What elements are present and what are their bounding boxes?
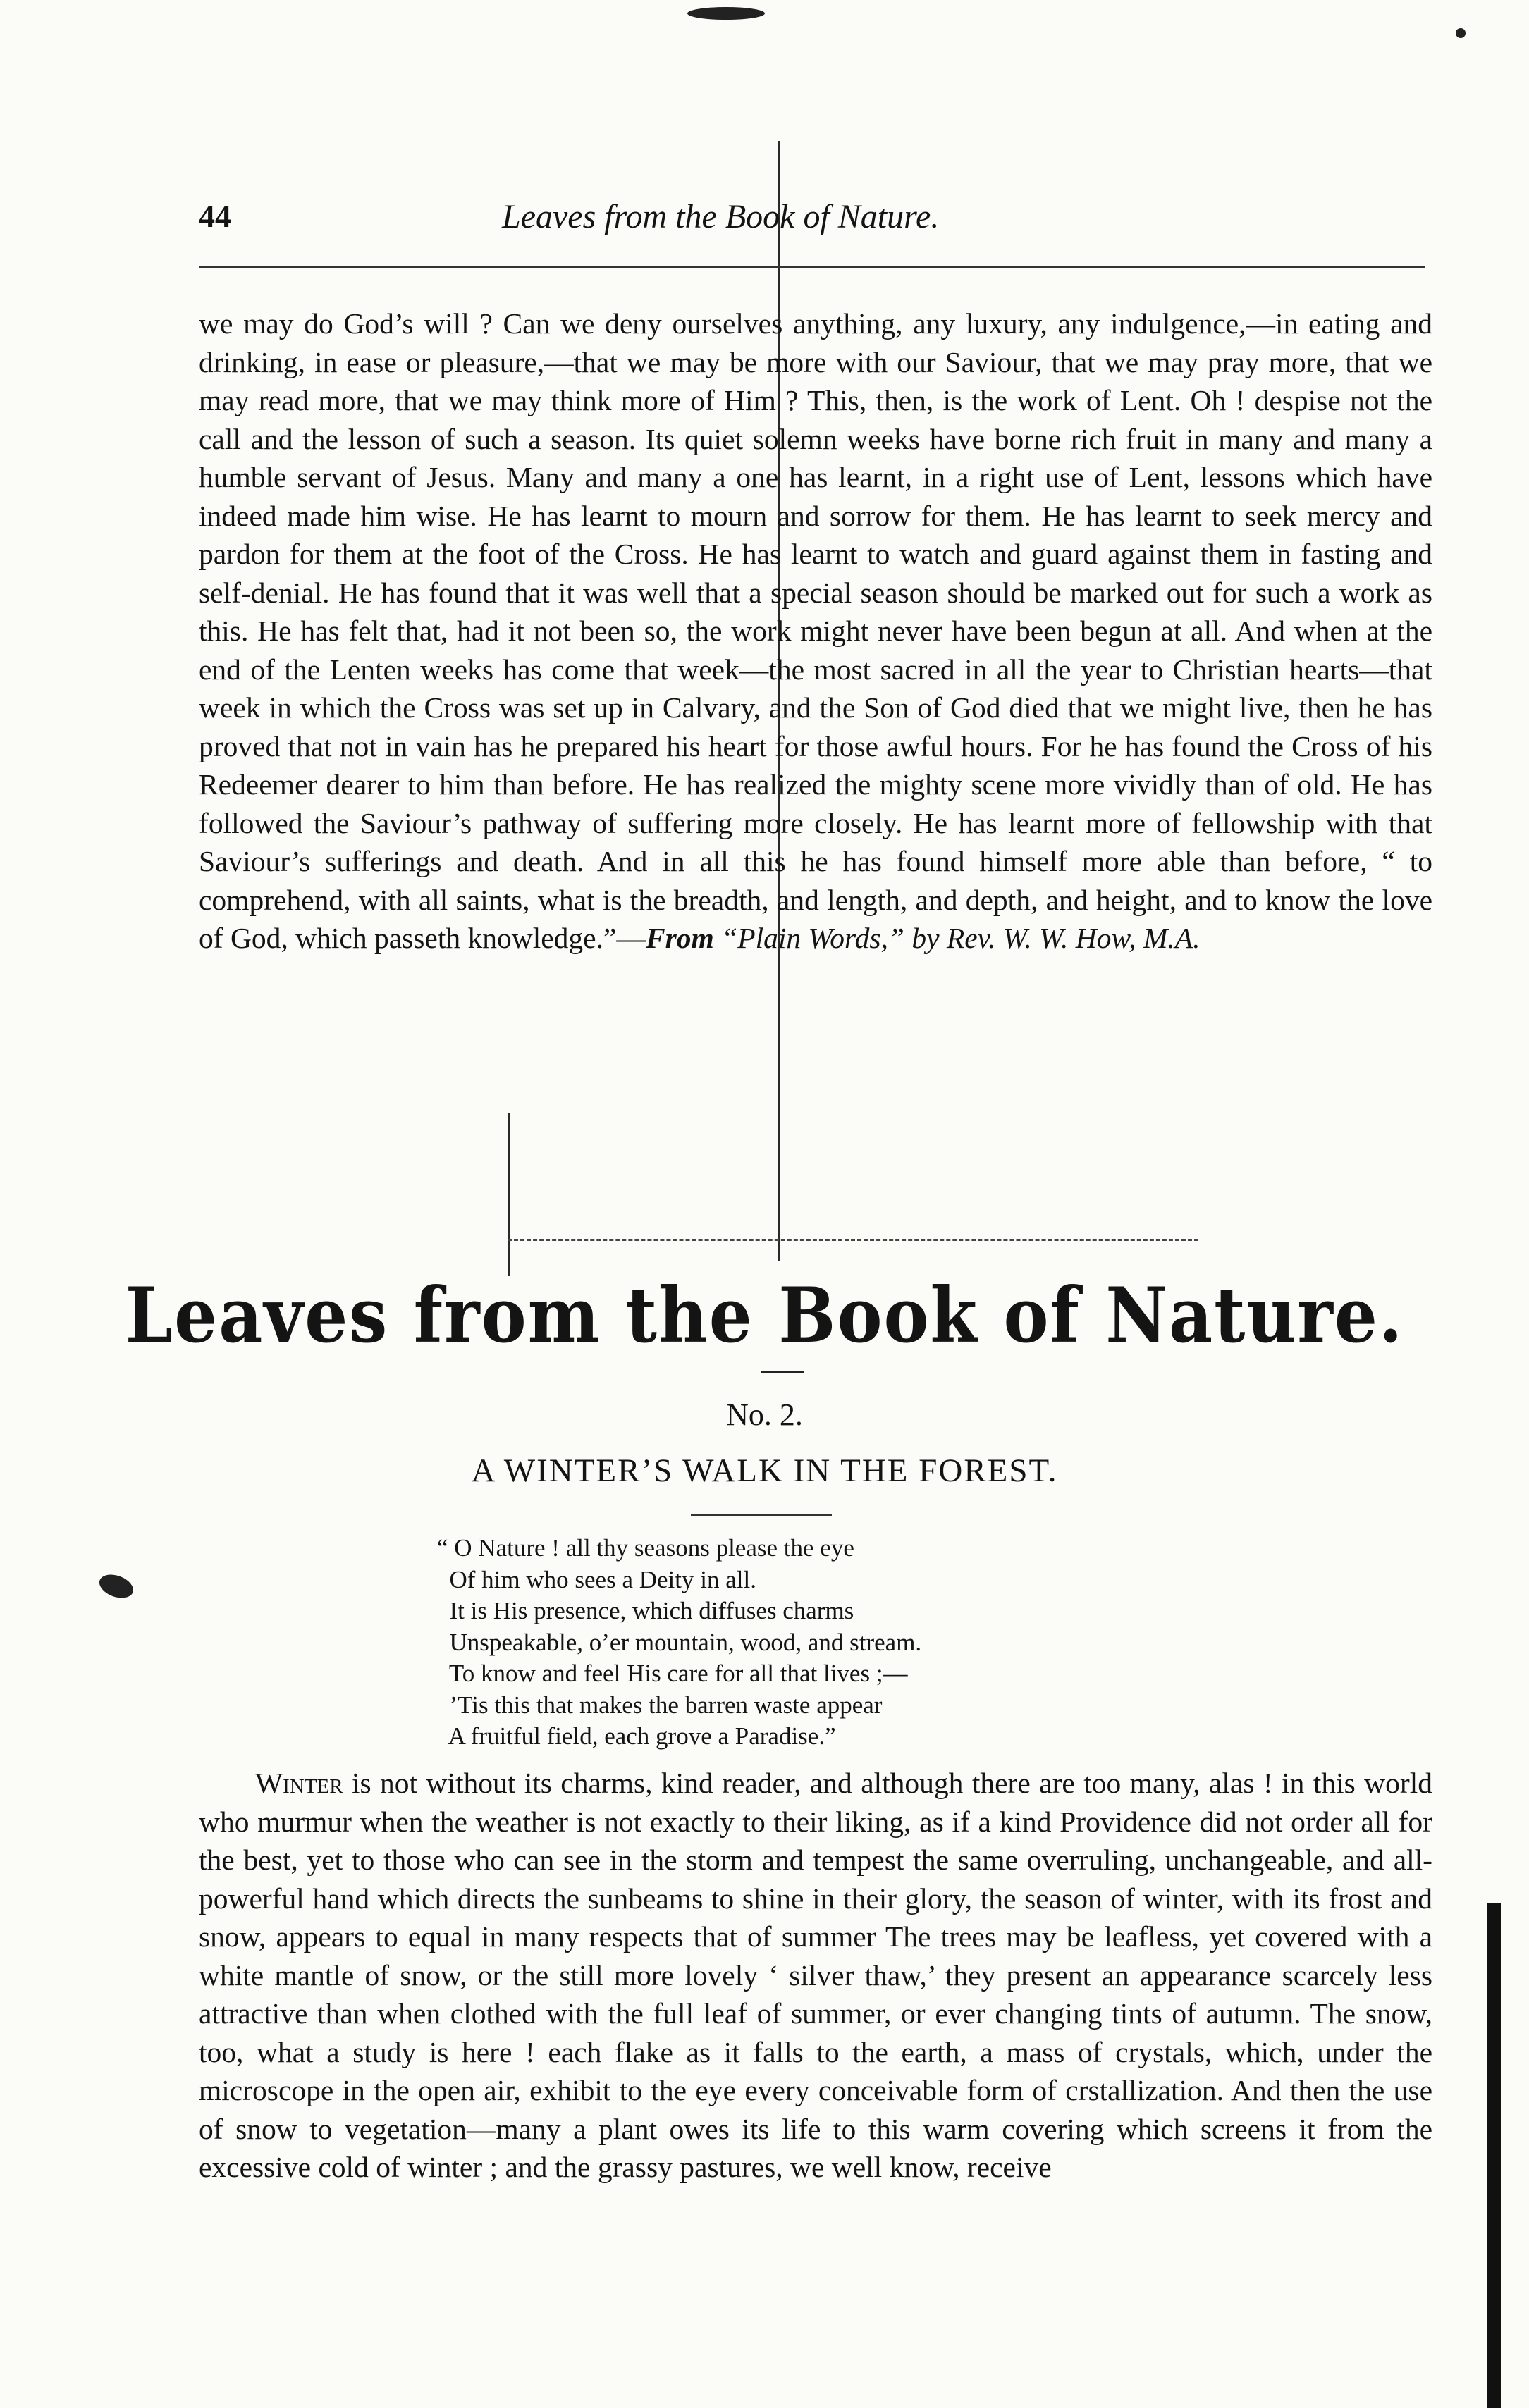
ink-dot-right-margin bbox=[1456, 28, 1466, 38]
epigraph-poem bbox=[437, 1533, 921, 1753]
poem-line: It is His presence, which diffuses charms bbox=[437, 1597, 854, 1624]
poem-line: “ O Nature ! all thy seasons please the eye bbox=[437, 1534, 854, 1562]
poem-line: Unspeakable, o’er mountain, wood, and stream. bbox=[437, 1628, 922, 1656]
poem-line: ’Tis this that makes the barren waste appear bbox=[437, 1691, 883, 1719]
header-rule bbox=[199, 266, 1425, 268]
attribution-from: From bbox=[645, 922, 714, 954]
poem-line: A fruitful field, each grove a Paradise.” bbox=[437, 1722, 836, 1750]
article-subtitle: A WINTER’S WALK IN THE FOREST. bbox=[471, 1452, 1058, 1489]
ink-smudge-top bbox=[687, 7, 765, 20]
section-divider bbox=[508, 1239, 1198, 1241]
running-title: Leaves from the Book of Nature. bbox=[502, 198, 940, 235]
title-dash bbox=[761, 1371, 804, 1373]
quoted-passage-text: we may do God’s will ? Can we deny ourselves anything, any luxury, any indulgence,—in eating and drinking, in ease or pleasure,—that we may be more with our Saviour, that we may pray more, that we may read more, that we may think more of Him ? This, then, is the work of Lent. Oh ! despise not the call and the lesson of such a season. Its quiet solemn weeks have borne rich fruit in many and many a humble servant of Jesus. Many and many a one has learnt, in a right use of Lent, lessons which have indeed made him wise. He has learnt to mourn and sorrow for them. He has learnt to seek mercy and pardon for them at the foot of the Cross. He has learnt to watch and guard against them in fasting and self-denial. He has found that it was well that a special season should be marked out for such a work as this. He has felt that, had it not been so, the work might never have been begun at all. And when at the end of the Lenten weeks has come that week—the most sacred in all the year to Christian hearts—that week in which the Cross was set up in Calvary, and the Son of God died that we might live, then he has proved that not in vain has he prepared his heart for those awful hours. For he has found the Cross of his Redeemer dearer to him than before. He has realized the mighty scene more vividly than of old. He has followed the Saviour’s pathway of suffering more closely. He has learnt more of fellowship with that Saviour’s sufferings and death. And in all this he has found himself more able than before, “ to comprehend, with all saints, what is the breadth, and length, and depth, and height, and to know the love of God, which passeth knowledge.”— bbox=[199, 307, 1432, 954]
ink-mark-left-margin bbox=[96, 1570, 136, 1602]
running-head bbox=[199, 197, 1423, 247]
article-body-text: is not without its charms, kind reader, and although there are too many, alas ! in this world who murmur when the weather is not exactly to their liking, as if a kind Providence did not order all for the best, yet to those who can see in the storm and tempest the same overruling, unchangeable, and all-powerful hand which directs the sunbeams to shine in their glory, the season of winter, with its frost and snow, appears to equal in many respects that of summer The trees may be leafless, yet covered with a white mantle of snow, or the still more lovely ‘ silver thaw,’ they present an appearance scarcely less attractive than when clothed with the full leaf of summer, or ever changing tints of autumn. The snow, too, what a study is here ! each flake as it falls to the earth, a mass of crystals, which, under the microscope in the open air, exhibit to the eye every conceivable form of crstallization. And then the use of snow to vegetation—many a plant owes its life to this warm covering which screens it from the excessive cold of winter ; and the grassy pastures, we well know, receive bbox=[199, 1767, 1432, 2183]
article-body-lead-word: Winter bbox=[255, 1767, 343, 1799]
scan-edge-shadow bbox=[1487, 1903, 1501, 2408]
quoted-passage bbox=[199, 304, 1432, 958]
subtitle-rule bbox=[691, 1514, 832, 1516]
article-title: Leaves from the Book of Nature. bbox=[125, 1271, 1404, 1360]
poem-line: To know and feel His care for all that lives ;— bbox=[437, 1660, 908, 1687]
poem-line: Of him who sees a Deity in all. bbox=[437, 1565, 756, 1593]
attribution-citation: “Plain Words,” by Rev. W. W. How, M.A. bbox=[713, 922, 1201, 954]
page-number: 44 bbox=[199, 198, 231, 234]
page-fold-crease-lower bbox=[508, 1113, 510, 1276]
article-body bbox=[199, 1764, 1432, 2187]
article-number: No. 2. bbox=[726, 1397, 803, 1432]
